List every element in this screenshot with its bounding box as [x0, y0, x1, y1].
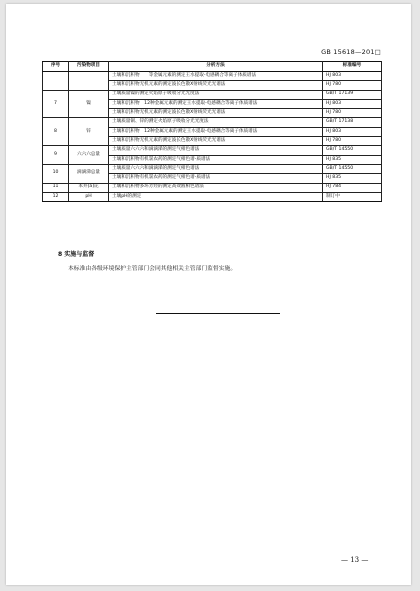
- pollutant-item-cell: 六六六总量: [69, 146, 109, 165]
- standard-cell: HJ 803: [323, 72, 382, 81]
- header-analysis-method: 分析方法: [109, 62, 323, 72]
- method-cell: 土壤和沉积物 12种金属元素的测定王水提取-电感耦合等离子体质谱法: [109, 99, 323, 108]
- method-cell: 土壤质量六六六和滴滴涕的测定气相色谱法: [109, 146, 323, 155]
- row-number-cell: [43, 72, 69, 91]
- standard-cell: GB/T 17138: [323, 118, 382, 127]
- standard-cell: GB/T 17139: [323, 90, 382, 99]
- pollutant-item-cell: 锌: [69, 118, 109, 146]
- pollutant-item-cell: pH: [69, 192, 109, 201]
- table-row: [43, 164, 382, 173]
- standard-cell: HJ 835: [323, 174, 382, 183]
- end-of-text-rule: [156, 313, 280, 314]
- standard-cell: 制订中: [323, 192, 382, 201]
- standard-code: GB 15618—201□: [321, 48, 381, 56]
- standard-cell: HJ 780: [323, 137, 382, 146]
- row-number-cell: 8: [43, 118, 69, 146]
- table-row: [43, 183, 382, 192]
- table-row: [43, 146, 382, 155]
- standard-cell: HJ 784: [323, 183, 382, 192]
- standard-cell: HJ 780: [323, 81, 382, 90]
- method-cell: 土壤和沉积物 等金属元素的测定王水提取-电感耦合等离子体质谱法: [109, 72, 323, 81]
- table-row: [43, 192, 382, 201]
- pollutant-item-cell: 镍: [69, 90, 109, 118]
- table-row: [43, 72, 382, 81]
- standard-cell: HJ 803: [323, 127, 382, 136]
- section-heading: 8 实施与监督: [58, 251, 95, 258]
- method-cell: 土壤和沉积物多环芳烃的测定高效液相色谱法: [109, 183, 323, 192]
- method-cell: 土壤和沉积物 12种金属元素的测定王水提取-电感耦合等离子体质谱法: [109, 127, 323, 136]
- table-header-row: [43, 62, 382, 72]
- standard-cell: GB/T 14550: [323, 164, 382, 173]
- page-number: — 13 —: [341, 556, 369, 564]
- row-number-cell: 7: [43, 90, 69, 118]
- header-standard-number: 标准编号: [323, 62, 382, 72]
- method-cell: 土壤和沉积物无机元素的测定波长色散X射线荧光光谱法: [109, 81, 323, 90]
- row-number-cell: 9: [43, 146, 69, 165]
- standard-cell: HJ 780: [323, 109, 382, 118]
- analysis-methods-table: [42, 61, 382, 202]
- pollutant-item-cell: [69, 72, 109, 91]
- method-cell: 土壤和沉积物有机氯农药的测定气相色谱-质谱法: [109, 155, 323, 164]
- method-cell: 土壤质量六六六和滴滴涕的测定气相色谱法: [109, 164, 323, 173]
- row-number-cell: 12: [43, 192, 69, 201]
- row-number-cell: 11: [43, 183, 69, 192]
- row-number-cell: 10: [43, 164, 69, 183]
- table-row: [43, 118, 382, 127]
- standard-cell: HJ 803: [323, 99, 382, 108]
- method-cell: 土壤和沉积物无机元素的测定波长色散X射线荧光光谱法: [109, 137, 323, 146]
- table-row: [43, 90, 382, 99]
- method-cell: 土壤pH的测定: [109, 192, 323, 201]
- method-cell: 土壤质量铜、锌的测定火焰原子吸收分光光度法: [109, 118, 323, 127]
- method-cell: 土壤和沉积物无机元素的测定波长色散X射线荧光光谱法: [109, 109, 323, 118]
- pollutant-item-cell: 滴滴涕总量: [69, 164, 109, 183]
- document-page: [6, 4, 411, 585]
- pollutant-item-cell: 苯并[a]芘: [69, 183, 109, 192]
- method-cell: 土壤和沉积物有机氯农药的测定气相色谱-质谱法: [109, 174, 323, 183]
- section-paragraph: 本标准由各级环境保护主管部门会同其他相关主管部门监督实施。: [68, 266, 237, 272]
- header-serial-number: 序号: [43, 62, 69, 72]
- standard-cell: GB/T 14550: [323, 146, 382, 155]
- header-pollutant-item: 污染物项目: [69, 62, 109, 72]
- standard-cell: HJ 835: [323, 155, 382, 164]
- method-cell: 土壤质量镍的测定火焰原子吸收分光光度法: [109, 90, 323, 99]
